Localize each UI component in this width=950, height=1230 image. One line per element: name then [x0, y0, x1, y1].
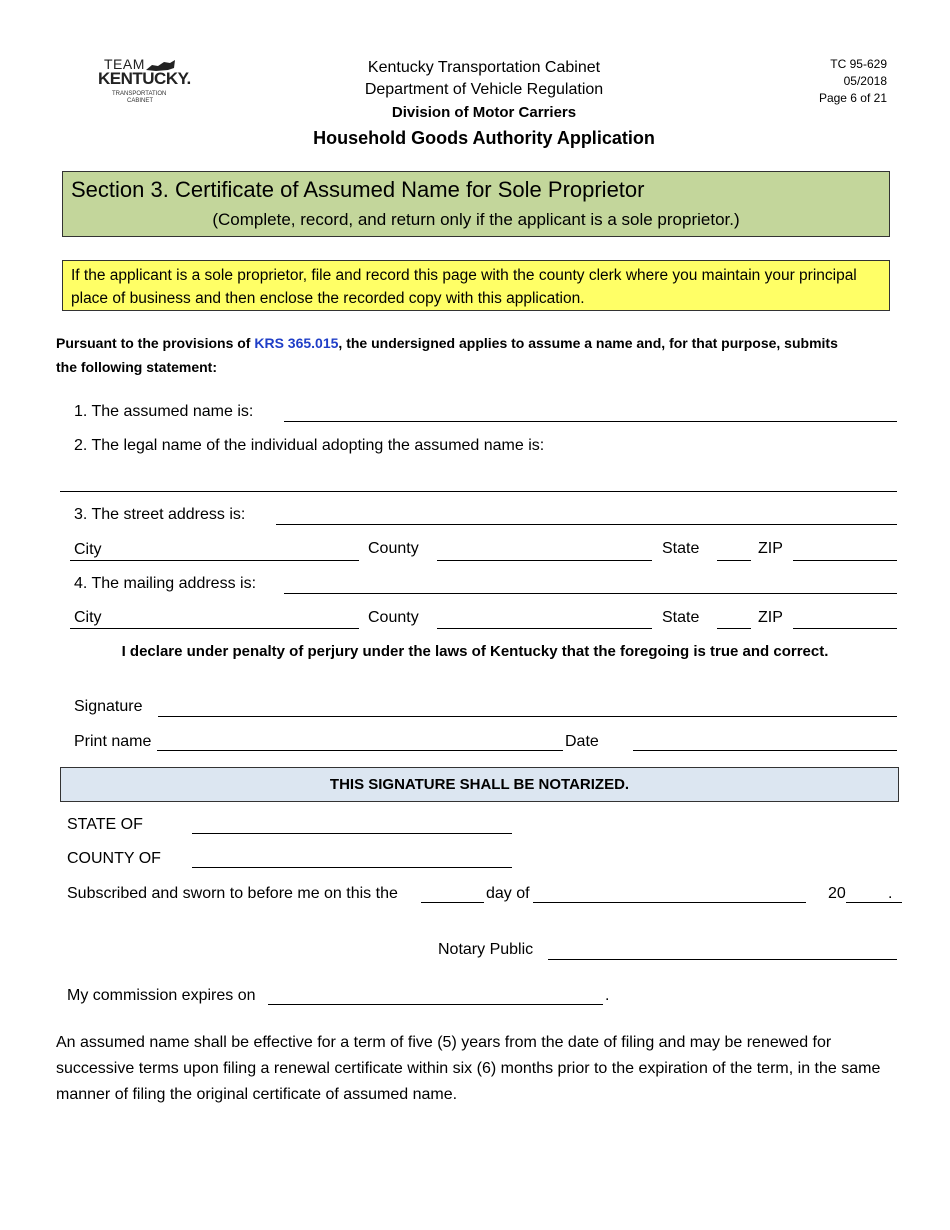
mailing-address-field[interactable] — [284, 593, 897, 594]
notice-text: If the applicant is a sole proprietor, file and record this page with the county clerk where you maintain your principal place of business and then enclose the recorded copy with this application. — [71, 267, 857, 307]
print-name-field[interactable] — [157, 750, 563, 751]
year-period: . — [888, 885, 893, 902]
commission-field[interactable] — [268, 1004, 603, 1005]
street-county-field[interactable] — [437, 560, 652, 561]
perjury-declaration: I declare under penalty of perjury under the laws of Kentucky that the foregoing is true and correct. — [121, 643, 829, 660]
sworn-day-field[interactable] — [421, 902, 484, 903]
state-of-label: STATE OF — [67, 816, 143, 833]
logo-kentucky: KENTUCKY. — [98, 69, 191, 88]
sworn-year-field[interactable] — [846, 902, 902, 903]
mailing-address-label: 4. The mailing address is: — [74, 575, 257, 592]
date-label: Date — [565, 733, 599, 750]
logo-transportation: TRANSPORTATION — [112, 91, 167, 97]
intro-text-after: , the undersigned applies to assume a name and, for that purpose, submits — [338, 335, 838, 351]
county-of-label: COUNTY OF — [67, 850, 161, 867]
state-of-field[interactable] — [192, 833, 512, 834]
commission-period: . — [605, 987, 610, 1004]
team-kentucky-logo — [94, 56, 191, 112]
mailing-state-field[interactable] — [717, 628, 751, 629]
page-number: Page 6 of 21 — [818, 91, 887, 105]
logo-team: TEAM — [104, 56, 145, 72]
intro-paragraph — [56, 335, 838, 351]
sworn-month-field[interactable] — [533, 902, 806, 903]
header-division: Division of Motor Carriers — [391, 104, 577, 121]
notary-public-label: Notary Public — [438, 941, 534, 958]
street-zip-field[interactable] — [793, 560, 897, 561]
mailing-city-field[interactable] — [70, 628, 359, 629]
signature-label: Signature — [74, 698, 143, 715]
date-field[interactable] — [633, 750, 897, 751]
header-agency: Kentucky Transportation Cabinet — [367, 59, 601, 76]
intro-text-before: Pursuant to the provisions of — [56, 335, 255, 351]
year-prefix: 20 — [828, 885, 846, 902]
notice-box — [62, 260, 890, 311]
street-address-label: 3. The street address is: — [74, 506, 246, 523]
mailing-city-label: City — [74, 609, 102, 626]
signature-field[interactable] — [158, 716, 897, 717]
header-department: Department of Vehicle Regulation — [364, 81, 604, 98]
day-of-label: day of — [486, 885, 530, 902]
logo-cabinet: CABINET — [127, 98, 154, 104]
street-county-label: County — [368, 540, 419, 557]
notary-public-field[interactable] — [548, 959, 897, 960]
commission-label: My commission expires on — [67, 987, 256, 1004]
mailing-state-label: State — [662, 609, 700, 626]
section-title: Section 3. Certificate of Assumed Name for Sole Proprietor — [71, 177, 645, 202]
renewal-paragraph: An assumed name shall be effective for a term of five (5) years from the date of filing and may be renewed for successive terms upon filing a renewal certificate within six (6) months prior to the expiration of the term, in the same manner of filing the original certificate of assumed name. — [56, 1034, 881, 1103]
sworn-text: Subscribed and sworn to before me on this the — [67, 885, 398, 902]
notary-banner: THIS SIGNATURE SHALL BE NOTARIZED. — [60, 767, 899, 802]
street-city-label: City — [74, 541, 102, 558]
form-number: TC 95-629 — [830, 57, 887, 71]
mailing-county-field[interactable] — [437, 628, 652, 629]
assumed-name-field[interactable] — [284, 421, 897, 422]
form-date: 05/2018 — [843, 74, 887, 88]
intro-line-2: the following statement: — [56, 359, 217, 375]
street-address-field[interactable] — [276, 524, 897, 525]
street-zip-label: ZIP — [758, 540, 783, 557]
street-state-field[interactable] — [717, 560, 751, 561]
mailing-county-label: County — [368, 609, 419, 626]
street-state-label: State — [662, 540, 700, 557]
street-city-field[interactable] — [70, 560, 359, 561]
legal-name-label: 2. The legal name of the individual adopting the assumed name is: — [74, 437, 545, 454]
legal-name-field[interactable] — [60, 491, 897, 492]
mailing-zip-label: ZIP — [758, 609, 783, 626]
section-header-box — [62, 171, 890, 237]
print-name-label: Print name — [74, 733, 152, 750]
assumed-name-label: 1. The assumed name is: — [74, 403, 254, 420]
mailing-zip-field[interactable] — [793, 628, 897, 629]
krs-link[interactable]: KRS 365.015 — [254, 335, 339, 351]
section-subtitle: (Complete, record, and return only if the applicant is a sole proprietor.) — [212, 210, 740, 229]
page-title: Household Goods Authority Application — [313, 128, 655, 148]
county-of-field[interactable] — [192, 867, 512, 868]
